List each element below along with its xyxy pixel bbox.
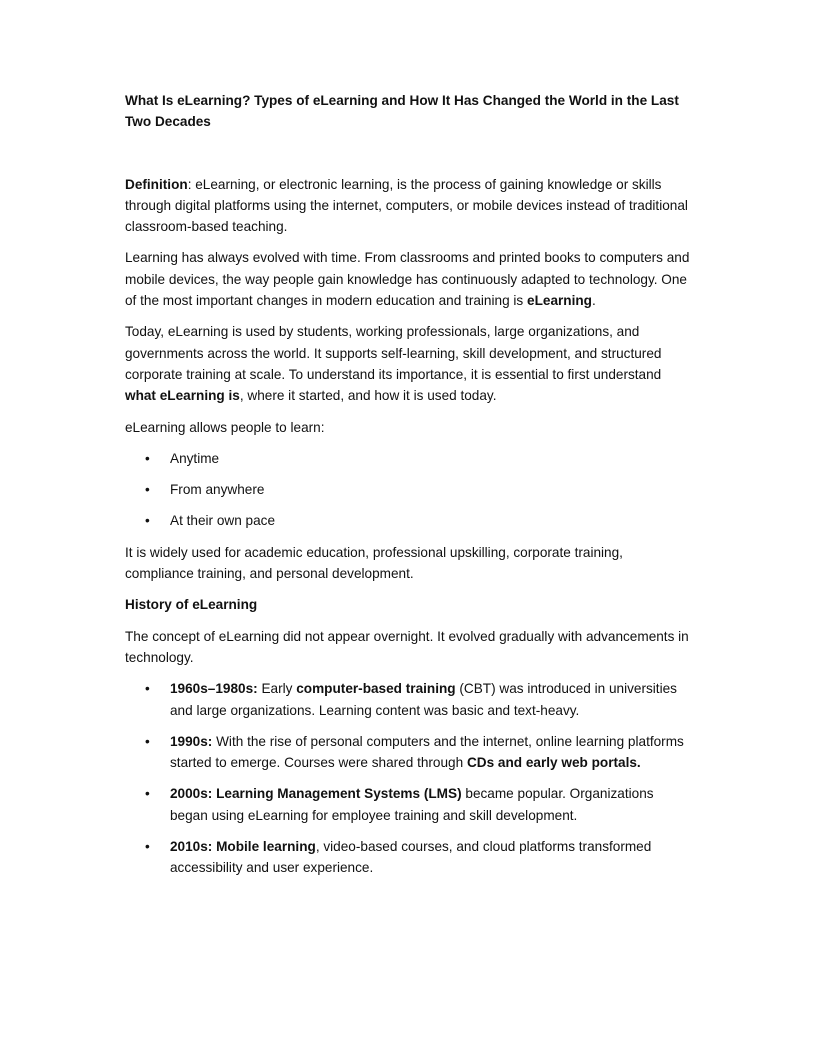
history-item-bold: CDs and early web portals.: [466, 755, 641, 771]
definition-text: : eLearning, or electronic learning, is the process of gaining knowledge or skills through digital platforms using the internet, computers, or mobile devices instead of traditional classroom-based teaching.: [125, 176, 688, 235]
usage-text: Today, eLearning is used by students, working professionals, large organizations, and governments across the world. It supports self-learning, skill development, and structured corporate training at scale. To understand its importance, it is essential to first understand: [125, 324, 662, 382]
history-item-bold: 2010s: Mobile learning: [170, 839, 316, 855]
learn-intro-paragraph: eLearning allows people to learn:: [125, 419, 325, 435]
history-item-2010s: [125, 836, 690, 879]
history-item-bold: 1960s–1980s:: [170, 681, 258, 697]
definition-label: Definition: [125, 176, 188, 192]
usage-paragraph: [125, 321, 690, 406]
history-item-text: , video-based courses, and cloud platforms transformed accessibility and user experience.: [170, 839, 652, 876]
usage-end: , where it started, and how it is used today.: [239, 388, 497, 404]
history-item-text: (CBT) was introduced in universities and large organizations. Learning content was basic and text-heavy.: [170, 681, 677, 718]
intro-text: Learning has always evolved with time. From classrooms and printed books to computers and mobile devices, the way people gain knowledge has continuously adapted to technology. One of the most important changes in modern education and training is: [125, 250, 690, 309]
list-item: • At their own pace: [125, 510, 690, 531]
history-intro-paragraph: The concept of eLearning did not appear overnight. It evolved gradually with advancements in technology.: [125, 628, 689, 665]
history-list: [125, 678, 690, 878]
history-item-text: became popular. Organizations began using eLearning for employee training and skill development.: [170, 786, 654, 823]
usage-bold: what eLearning is: [125, 388, 240, 404]
intro-bold: eLearning: [527, 293, 592, 309]
list-item: • From anywhere: [125, 479, 690, 500]
history-item-bold: 1990s:: [170, 733, 213, 749]
history-item-2000s: [125, 783, 690, 826]
history-item-text: Early: [257, 681, 297, 697]
list-item: • Anytime: [125, 448, 690, 469]
history-item-1960s: [125, 678, 690, 721]
intro-paragraph: [125, 247, 690, 311]
document-page: [125, 90, 690, 889]
history-item-bold: computer-based training: [296, 681, 456, 697]
history-item-bold: 2000s: Learning Management Systems (LMS): [170, 786, 462, 802]
history-item-1990s: [125, 731, 690, 774]
history-heading: History of eLearning: [125, 597, 258, 613]
learn-list: [125, 448, 690, 532]
uses-paragraph: It is widely used for academic education, professional upskilling, corporate training, compliance training, and personal development.: [125, 544, 623, 582]
document-title: What Is eLearning? Types of eLearning and How It Has Changed the World in the Last Two Decades: [125, 93, 679, 130]
definition-paragraph: [125, 174, 690, 238]
history-item-text: With the rise of personal computers and the internet, online learning platforms started to emerge. Courses were shared through: [170, 733, 684, 771]
intro-end: .: [591, 293, 596, 309]
